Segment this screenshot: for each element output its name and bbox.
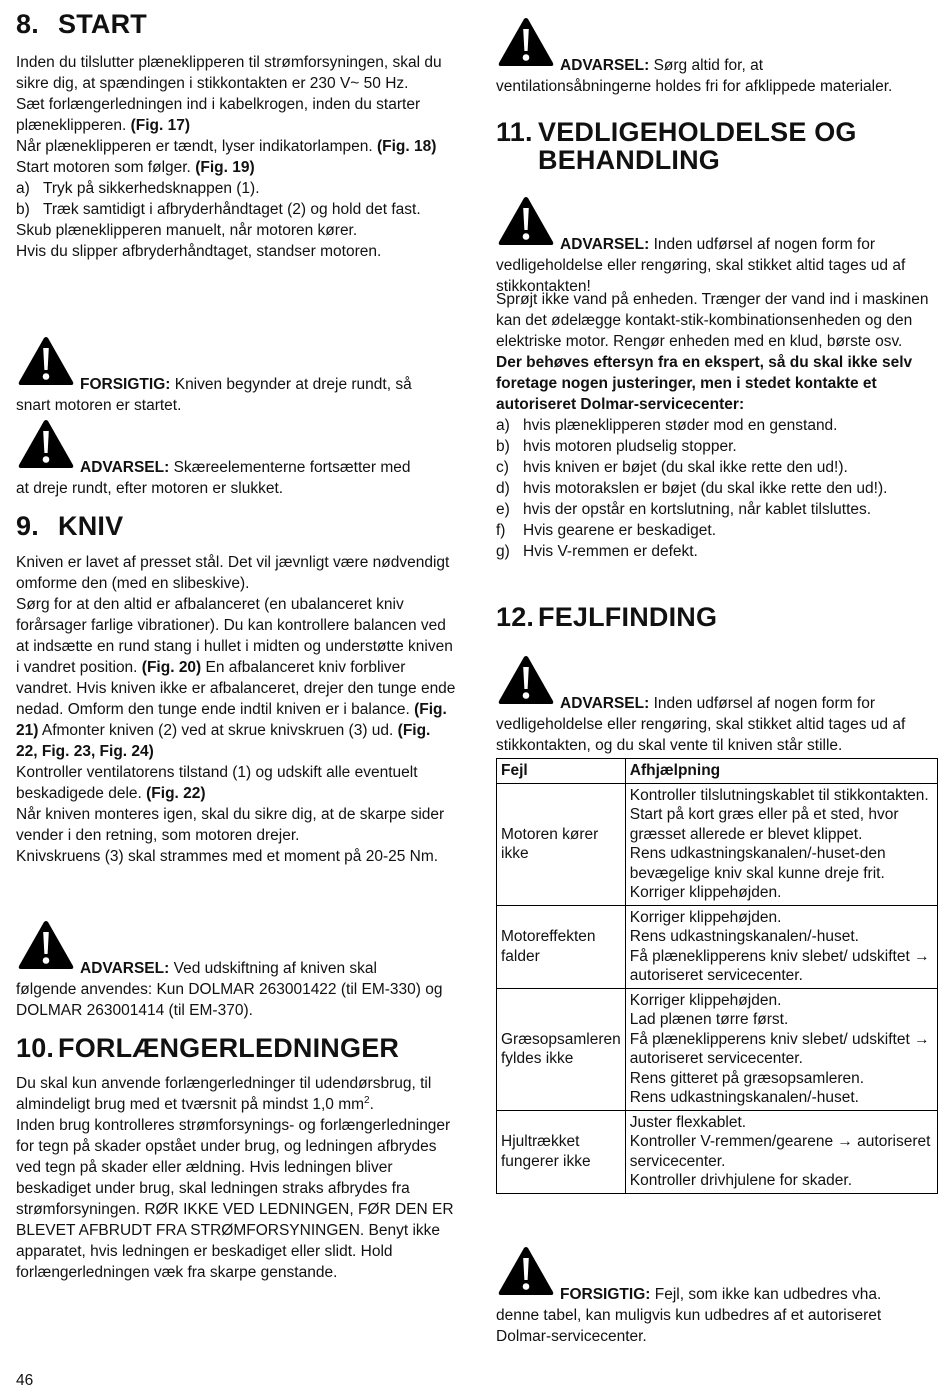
- warning-triangle-icon: [496, 655, 556, 705]
- section-12: [496, 603, 938, 631]
- warning-triangle-icon: [496, 1246, 556, 1296]
- table-row: [497, 1110, 938, 1193]
- warning-triangle-icon: [16, 920, 76, 970]
- list: [496, 415, 938, 562]
- section-8-body: [16, 52, 456, 262]
- warning-triangle-icon: [16, 336, 76, 386]
- section-9: [16, 512, 123, 540]
- warning-triangle-icon: [496, 17, 556, 67]
- section-11: [496, 118, 938, 174]
- paragraph: Skub plæneklipperen manuelt, når motoren kører.: [16, 222, 358, 239]
- fault-cell: Hjultrækket fungerer ikke: [497, 1110, 626, 1193]
- list-item: g) Hvis V-remmen er defekt.: [496, 543, 698, 560]
- fault-cell: Motoren kører ikke: [497, 783, 626, 905]
- section-11-heading: 11. VEDLIGEHOLDELSE OG: [496, 117, 857, 147]
- paragraph: Knivskruens (3) skal strammes med et moment på 20-25 Nm.: [16, 848, 439, 865]
- section-11-body: [496, 289, 938, 562]
- paragraph: Sørg for at den altid er afbalanceret (en ubalanceret kniv forårsager farlige vibrationer). Du kan kontrollere balancen ved at indsætte en rund stang i hullet i midten og understøtte kniven i vandret position. (Fig. 20) En afbalanceret kniv forbliver vandret. Hvis kniven ikke er afbalanceret, drejer den tunge ende nedad. Omform den tunge ende indtil kniven er i balance. (Fig. 21) Afmonter kniven (2) ved at skrue knivskruen (3) ud. (Fig. 22, Fig. 23, Fig. 24): [16, 596, 456, 760]
- column-header-remedy: Afhjælpning: [625, 759, 937, 784]
- list-item: c) hvis kniven er bøjet (du skal ikke rette den ud!).: [496, 459, 848, 476]
- paragraph: Start motoren som følger. (Fig. 19): [16, 159, 255, 176]
- table-row: [497, 783, 938, 905]
- troubleshooting-table-wrap: [496, 758, 938, 1194]
- paragraph: Hvis du slipper afbryderhåndtaget, standser motoren.: [16, 243, 382, 260]
- paragraph: Når plæneklipperen er tændt, lyser indikatorlampen. (Fig. 18): [16, 138, 437, 155]
- paragraph: Der behøves eftersyn fra en ekspert, så du skal ikke selv foretage nogen justeringer, men i stedet kontakte et autoriseret Dolmar-servicecenter:: [496, 354, 913, 413]
- paragraph: Når kniven monteres igen, skal du sikre dig, at de skarpe sider vender i den retning, som motoren drejer.: [16, 806, 445, 844]
- section-12-heading: 12. FEJLFINDING: [496, 602, 718, 632]
- paragraph: Sprøjt ikke vand på enheden. Trænger der vand ind i maskinen kan det ødelægge kontakt-stik-kombinationsenheden og den elektriske motor. Rengør enheden med en klud, børste osv.: [496, 291, 929, 350]
- list-item: b) Træk samtidigt i afbryderhåndtaget (2) og hold det fast.: [16, 201, 421, 218]
- warning-block: ADVARSEL: Sørg altid for, at ventilationsåbningerne holdes fri for afklippede materialer.: [496, 17, 938, 97]
- paragraph: Inden du tilslutter plæneklipperen til strømforsyningen, skal du sikre dig, at spændingen i stikkontakten er 230 V~ 50 Hz.: [16, 54, 442, 92]
- paragraph: Kontroller ventilatorens tilstand (1) og udskift alle eventuelt beskadigede dele. (Fig. 22): [16, 764, 418, 802]
- caution-block: FORSIGTIG: Kniven begynder at dreje rundt, så snart motoren er startet.: [16, 336, 456, 416]
- warning-triangle-icon: [496, 196, 556, 246]
- caution-block: FORSIGTIG: Fejl, som ikke kan udbedres vha. denne tabel, kan muligvis kun udbedres af et autoriseret Dolmar-servicecenter.: [496, 1246, 938, 1347]
- remedy-cell: Juster flexkablet. Kontroller V-remmen/gearene → autoriseret servicecenter. Kontroller drivhjulene for skader.: [625, 1110, 937, 1193]
- section-8: [16, 10, 147, 38]
- remedy-cell: Korriger klippehøjden. Lad plænen tørre først. Få plæneklipperens kniv slebet/ udskiftet → autoriseret servicecenter. Rens gitteret på græsopsamleren. Rens udkastningskanalen/-huset.: [625, 988, 937, 1110]
- list-item: f) Hvis gearene er beskadiget.: [496, 522, 717, 539]
- list-item: b) hvis motoren pludselig stopper.: [496, 438, 737, 455]
- table-row: [497, 905, 938, 988]
- warning-block: ADVARSEL: Inden udførsel af nogen form for vedligeholdelse eller rengøring, skal stikket altid tages ud af stikkontakten, og du skal vente til kniven står stille.: [496, 655, 938, 756]
- troubleshooting-table: [496, 758, 938, 1194]
- warning-block: ADVARSEL: Skæreelementerne fortsætter med at dreje rundt, efter motoren er slukket.: [16, 419, 456, 499]
- section-10: [16, 1034, 456, 1062]
- remedy-cell: Korriger klippehøjden. Rens udkastningskanalen/-huset. Få plæneklipperens kniv slebet/ udskiftet → autoriseret servicecenter.: [625, 905, 937, 988]
- section-10-heading: 10. FORLÆNGERLEDNINGER: [16, 1033, 400, 1063]
- warning-block: ADVARSEL: Inden udførsel af nogen form for vedligeholdelse eller rengøring, skal stikket altid tages ud af stikkontakten!: [496, 196, 938, 297]
- section-9-heading: 9. KNIV: [16, 511, 124, 541]
- section-11-heading-line2: BEHANDLING: [538, 145, 720, 175]
- list-item: d) hvis motorakslen er bøjet (du skal ikke rette den ud!).: [496, 480, 888, 497]
- section-9-body: [16, 552, 456, 867]
- warning-triangle-icon: [16, 419, 76, 469]
- paragraph: Inden brug kontrolleres strømforsynings- og forlængerledninger for tegn på skader opstået under brug, og ledningen afbrydes ved tegn på skader eller ældning. Hvis ledningen bliver beskadiget under brug, skal ledningen straks afbrydes fra strømforsyningen. RØR IKKE VED LEDNINGEN, FØR DEN ER BLEVET AFBRUDT FRA STRØMFORSYNINGEN. Benyt ikke apparatet, hvis ledningen er beskadiget eller slidt. Hold forlængerledningen væk fra skarpe genstande.: [16, 1117, 454, 1281]
- paragraph: Sæt forlængerledningen ind i kabelkrogen, inden du starter plæneklipperen. (Fig. 17): [16, 96, 421, 134]
- paragraph: Du skal kun anvende forlængerledninger til udendørsbrug, til almindeligt brug med et tværsnit på mindst 1,0 $mm^2$.: [16, 1075, 432, 1113]
- list-item: e) hvis der opstår en kortslutning, når kablet tilsluttes.: [496, 501, 872, 518]
- page-number: 46: [16, 1372, 34, 1389]
- list-item: a) hvis plæneklipperen støder mod en genstand.: [496, 417, 838, 434]
- warning-block: ADVARSEL: Ved udskiftning af kniven skal følgende anvendes: Kun DOLMAR 263001422 (til EM-330) og DOLMAR 263001414 (til EM-370).: [16, 920, 456, 1021]
- fault-cell: Motoreffekten falder: [497, 905, 626, 988]
- list-item: a) Tryk på sikkerhedsknappen (1).: [16, 180, 260, 197]
- section-10-body: [16, 1073, 456, 1283]
- section-8-heading: 8. START: [16, 9, 147, 39]
- column-header-fault: Fejl: [497, 759, 626, 784]
- table-row: [497, 988, 938, 1110]
- fault-cell: Græsopsamleren fyldes ikke: [497, 988, 626, 1110]
- table-header-row: [497, 759, 938, 784]
- remedy-cell: Kontroller tilslutningskablet til stikkontakten. Start på kort græs eller på et sted, hvor græsset allerede er blevet klippet. Rens udkastningskanalen/-huset-den bevægelige kniv skal kunne dreje frit. Korriger klippehøjden.: [625, 783, 937, 905]
- paragraph: Kniven er lavet af presset stål. Det vil jævnligt være nødvendigt omforme den (med en slibeskive).: [16, 554, 450, 592]
